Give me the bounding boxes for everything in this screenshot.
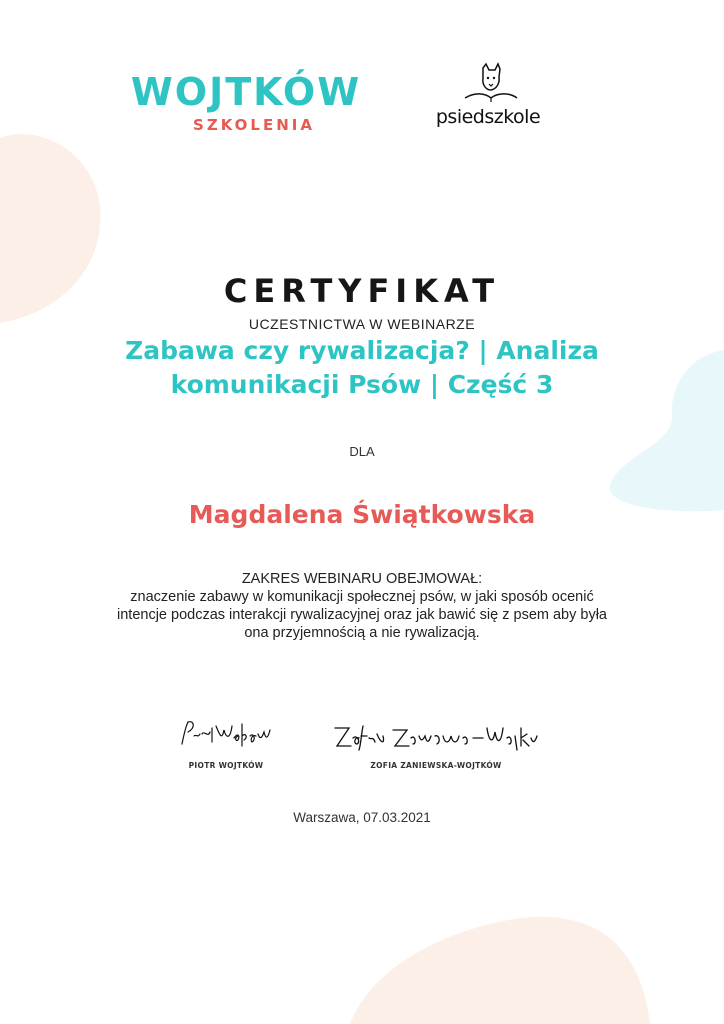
webinar-title (62, 334, 662, 402)
logo-psiedszkole-text: psiedszkole (435, 106, 541, 128)
certificate-subtitle: UCZESTNICTWA W WEBINARZE (248, 316, 476, 332)
handwritten-signature-zofia (331, 722, 541, 752)
logo-szkolenia-text: SZKOLENIA (193, 116, 315, 134)
webinar-title-line2: komunikacji Psów | Część 3 (170, 370, 554, 399)
scope-line: intencje podczas interakcji rywalizacyjnej oraz jak bawić się z psem aby była (117, 607, 607, 623)
psiedszkole-logo (432, 62, 544, 128)
scope-line: ona przyjemnością a nie rywalizacją. (244, 625, 480, 641)
logo-wojtkow-text: WOJTKÓW (130, 70, 362, 114)
peach-blob-bottom (350, 910, 660, 1024)
for-label: DLA (349, 444, 375, 459)
handwritten-signature-piotr (176, 716, 276, 752)
webinar-scope (52, 570, 672, 642)
recipient-name: Magdalena Świątkowska (188, 500, 536, 529)
signature-block-zofia (328, 722, 544, 770)
webinar-title-line1: Zabawa czy rywalizacja? | Analiza (125, 336, 599, 365)
wojtkow-szkolenia-logo (128, 72, 364, 134)
certificate-title: CERTYFIKAT (223, 272, 501, 310)
signatory-name: PIOTR WOJTKÓW (188, 761, 264, 770)
scope-line: znaczenie zabawy w komunikacji społecznej psów, w jaki sposób ocenić (130, 589, 594, 605)
signature-block-piotr (170, 716, 282, 770)
scope-heading: ZAKRES WEBINARU OBEJMOWAŁ: (241, 571, 483, 587)
signatory-name: ZOFIA ZANIEWSKA-WOJTKÓW (370, 761, 502, 770)
dog-reading-icon (453, 62, 523, 104)
place-and-date: Warszawa, 07.03.2021 (293, 810, 431, 825)
